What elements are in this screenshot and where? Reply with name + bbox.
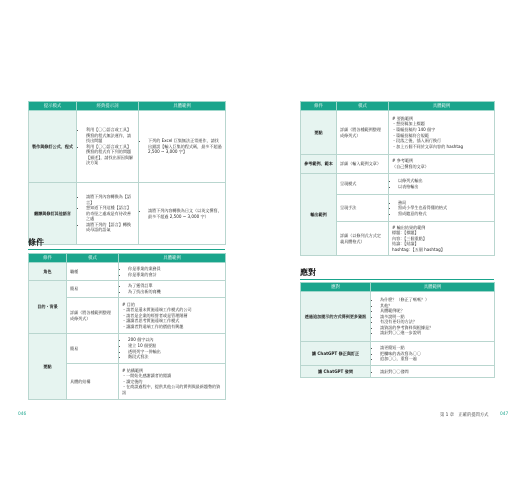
mode-cell: 詳細（將各種範例整理成條列式） (67, 298, 119, 334)
list-item: • 追加〇〇，重寫一遍 (380, 356, 491, 362)
example-cell (139, 111, 226, 183)
list-item: • 以表格輸出 (398, 184, 491, 190)
header-cell: 具體範例 (139, 102, 226, 111)
example-cell (119, 334, 226, 364)
list-item: • 利用【〇〇語言或工具】撰寫的程式無法運作，請找出問題 (86, 127, 135, 144)
table-responses (300, 282, 494, 378)
table-conditions-continued (300, 101, 494, 256)
list-item: # 要點範例 (392, 115, 414, 121)
mode-cell: 呈現模式 (337, 174, 389, 195)
condition-cell: 參考範例、範本 (301, 155, 337, 174)
list-item: • 具體範例呢？ (380, 308, 491, 314)
table-row (301, 111, 495, 155)
list-item: 結論：【結論】 (392, 241, 419, 247)
list-item: • 透明列字一併輸出 (128, 349, 222, 355)
example-cell (389, 174, 495, 195)
table-conditions (28, 253, 225, 400)
example-cell (371, 292, 495, 342)
header-cell: 條件 (301, 102, 337, 111)
list-item: • 有沒有更好的方法？ (380, 319, 491, 325)
list-item: • 把欄味的表改寫為〇〇 (380, 351, 491, 357)
list-item: 內容：【三個重點】 (392, 235, 427, 241)
prompt-cell (77, 111, 139, 183)
list-item: • 其他？ (380, 303, 491, 309)
list-item: • 下列的 Excel 巨集無法正常運作，請找出錯誤【輸入巨集的程式碼，最多不超過 2,500 ~ 3,000 字】 (148, 138, 222, 155)
table-row (29, 334, 226, 364)
header-cell: 條件 (29, 254, 67, 263)
chapter-footer: 第 1 章 正確的提問方式 (440, 413, 489, 418)
table-header-row (29, 102, 226, 111)
example-cell (119, 298, 226, 334)
response-mode-cell: 透過追加提示的方式得到更多資訊 (301, 292, 371, 342)
example-cell (389, 222, 495, 256)
condition-cell: 目的・背景 (29, 281, 67, 334)
table-row (301, 155, 495, 174)
header-cell: 具體範例 (119, 254, 226, 263)
section-title-conditions: 條件 (28, 237, 225, 250)
mode-cell: 呈現手法 (337, 195, 389, 222)
table-header-row (29, 254, 226, 263)
list-item: • 為了找出新的商機 (128, 289, 222, 295)
table-row (301, 366, 495, 378)
mode-cell: 簡易 (67, 334, 119, 364)
example-cell (119, 263, 226, 281)
table-row (29, 281, 226, 298)
list-item: • 想知道下列這種【語言】的奇怪之處或是有待改善之處 (86, 205, 135, 222)
example-cell (389, 111, 495, 155)
example-cell (389, 195, 495, 222)
list-item: • 寫成隨意的格式 (398, 211, 491, 217)
list-item: • 務局 (398, 200, 491, 206)
mode-cell: 具體的結構 (67, 364, 119, 400)
list-item: • 請將下列的【語言】轉換成母語的語氣 (86, 222, 135, 233)
table-row (301, 174, 495, 195)
list-item: • 請將下列內容轉換為【語言】 (86, 194, 135, 205)
example-cell (371, 342, 495, 366)
example-cell (389, 155, 495, 174)
condition-cell: 角色 (29, 263, 67, 281)
list-item: • 你是專業的會計 (128, 272, 222, 278)
mode-cell: 製作與修訂公式、程式 (29, 111, 77, 183)
list-item: 標題：【標題】 (392, 230, 419, 236)
prompt-cell (77, 183, 139, 245)
mode-cell: 詳細（以條列式方式定義具體格式） (337, 222, 389, 256)
list-item: ・篇幅投稿約 140 個字 (392, 126, 436, 132)
list-item: • 請更簡短一點 (380, 345, 491, 351)
list-item: ・篇幅投稿符合規範 (392, 132, 429, 138)
header-cell: 具體範例 (389, 102, 495, 111)
page-number-right: 047 (500, 412, 509, 417)
section-title-responses: 應對 (300, 267, 494, 280)
mode-cell: 職種 (67, 263, 119, 281)
list-item: ・想投稿加上標題 (392, 121, 425, 127)
header-cell: 提示模式 (29, 102, 77, 111)
list-item: • 以條列式輸出 (398, 178, 491, 184)
list-item: • 請將下列內容轉換為日文（以英文撰寫，最多不超過 2,500 ~ 3,000 字） (148, 208, 222, 219)
mode-cell: 詳細（將各種範例整理成條列式） (337, 111, 389, 155)
header-cell: 應對 (301, 283, 371, 292)
list-item: • 為了獲得訂單 (128, 283, 222, 289)
list-item: • 請資訊的參考資料與根據是？ (380, 325, 491, 331)
table-row (29, 263, 226, 281)
list-item: ・一開始先感謝讀者的閱讀 (122, 373, 172, 379)
header-cell: 具體範例 (371, 283, 495, 292)
example-cell (119, 281, 226, 298)
list-item: hashtag：【五個 hashtag】 (392, 246, 445, 252)
list-item: （自己撰寫的文章） (392, 164, 429, 169)
list-item: # 目的 (122, 301, 135, 307)
list-item: • 為什麼？（修正了嗎嗎？） (380, 297, 491, 303)
list-item: • 階段式寫法 (128, 354, 222, 360)
list-item: ・加上五個不同於文章內容的 hashtag (392, 143, 464, 149)
table-prompt-modes (28, 101, 225, 245)
condition-cell: 要點 (301, 111, 337, 155)
header-cell: 模式 (337, 102, 389, 111)
mode-cell: 簡易 (67, 281, 119, 298)
list-item: • 200 個字以內 (128, 337, 222, 343)
mode-cell: 詳細（輸入範例文章） (337, 155, 389, 174)
example-cell (371, 366, 495, 378)
response-mode-cell: 讓 ChatGPT 發問 (301, 366, 371, 378)
list-item: ・段落之後，插入兩行換行 (392, 138, 442, 144)
list-item: # 輸出結果的範例 (392, 224, 426, 230)
list-item: • 利用【〇〇語言或工具】撰寫的程式有下列的問題【描述】，請找出原因與解決方案 (86, 144, 135, 166)
mode-cell: 翻譯與修訂其他語言 (29, 183, 77, 245)
table-header-row (301, 283, 495, 292)
list-item: ・在商談過程中，提供其他公司的實例與最新趨勢的資訊 (122, 384, 221, 395)
right-page (260, 0, 520, 500)
table-row (301, 342, 495, 366)
list-item: # 參考範例 (392, 158, 414, 164)
table-row (29, 183, 226, 245)
condition-cell: 要點 (29, 334, 67, 400)
header-cell: 模式 (67, 254, 119, 263)
list-item: ・讓讀者對遠端工作的價值有興趣 (122, 323, 184, 329)
list-item: # 結構範例 (122, 367, 144, 373)
list-item: • 請多說明一點 (380, 314, 491, 320)
list-item: ・讓讀者思考實施遠端工作模式 (122, 318, 180, 324)
example-cell (139, 183, 226, 245)
list-item: ・請者是企業的經營者或是管理階層 (122, 312, 188, 318)
table-header-row (301, 102, 495, 111)
table-row (29, 111, 226, 183)
table-row (301, 292, 495, 342)
list-item: ・讀完後的 (122, 378, 143, 384)
list-item: • 請針對〇〇進一步說明 (380, 330, 491, 336)
header-cell: 經典提示詞 (77, 102, 139, 111)
list-item: • 請針對〇〇發問 (380, 369, 491, 375)
list-item: • 你是專業的業務員 (128, 266, 222, 272)
example-cell (119, 364, 226, 400)
page-number-left: 046 (18, 412, 27, 417)
condition-cell: 輸出範例 (301, 174, 337, 256)
list-item: ・請者是還未實施遠端工作模式的公司 (122, 307, 192, 313)
response-mode-cell: 讓 ChatGPT 修正與訂正 (301, 342, 371, 366)
list-item: • 寫成小學生也看得懂的格式 (398, 205, 491, 211)
list-item: • 建立 10 個要點 (128, 343, 222, 349)
